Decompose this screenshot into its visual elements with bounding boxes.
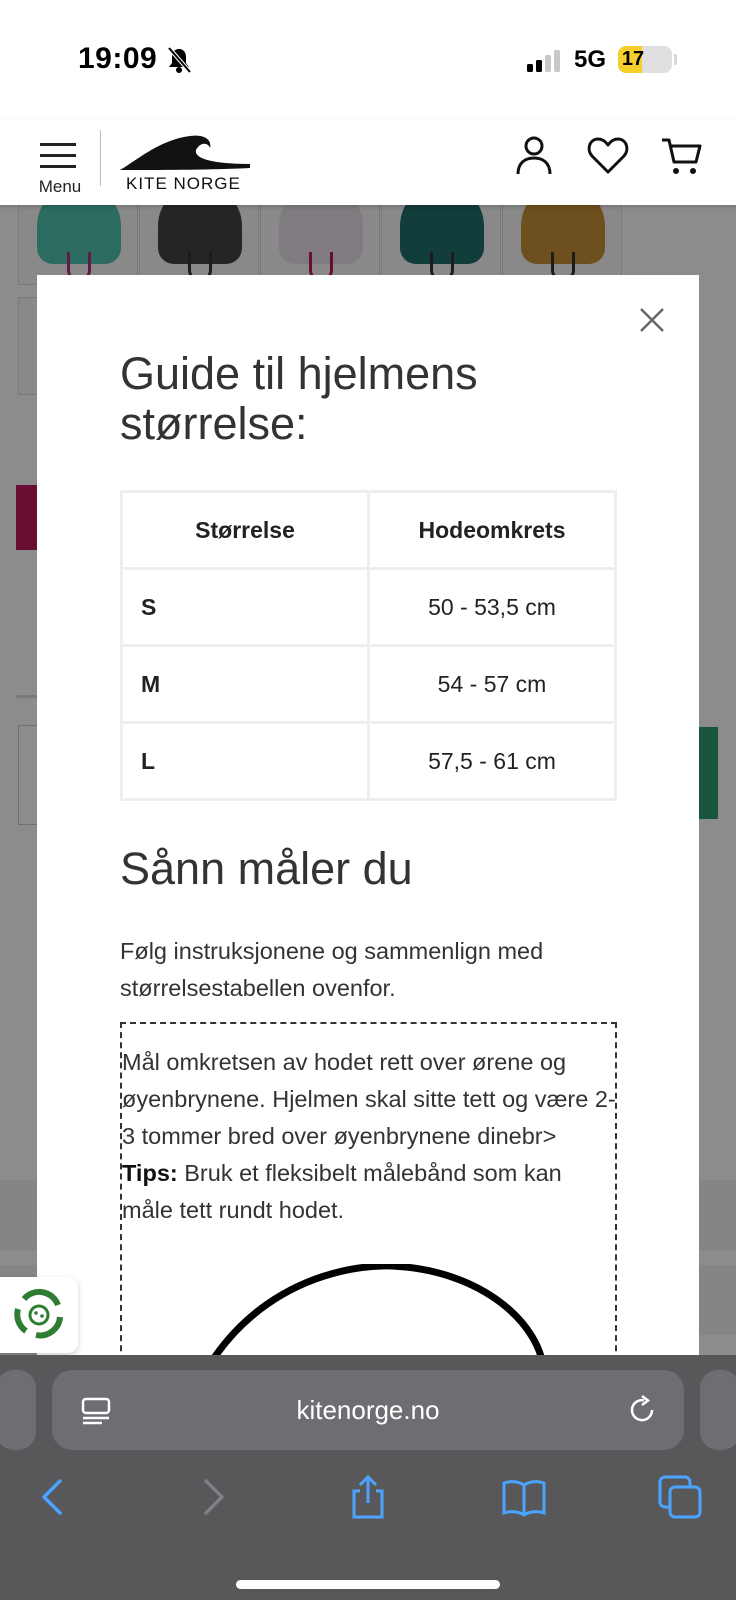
table-row [122, 646, 616, 723]
menu-button[interactable] [34, 130, 86, 196]
circumference-cell: 57,5 - 61 cm [369, 723, 616, 800]
address-bar[interactable] [52, 1370, 684, 1450]
reload-icon[interactable] [626, 1394, 658, 1426]
size-cell: L [122, 723, 369, 800]
battery-icon [618, 46, 672, 73]
next-tab-preview[interactable] [700, 1370, 736, 1450]
browser-toolbar [0, 1355, 736, 1600]
size-cell: S [122, 569, 369, 646]
recycle-icon [0, 1277, 78, 1353]
column-header-circumference: Hodeomkrets [369, 492, 616, 569]
intro-text: Følg instruksjonene og sammenlign med størrelsestabellen ovenfor. [120, 938, 544, 1001]
bookmarks-icon[interactable] [502, 1475, 546, 1519]
user-icon[interactable] [512, 134, 556, 178]
header-divider [100, 130, 101, 186]
instruction-box [120, 1022, 617, 1355]
column-header-size: Størrelse [122, 492, 369, 569]
tips-text: Bruk et fleksibelt målebånd som kan måle tett rundt hodet. [122, 1160, 562, 1223]
size-cell: M [122, 646, 369, 723]
head-measurement-illustration [162, 1264, 562, 1355]
cart-icon[interactable] [660, 134, 704, 178]
table-row [122, 723, 616, 800]
previous-tab-preview[interactable] [0, 1370, 36, 1450]
battery-tip [674, 54, 677, 65]
close-icon[interactable] [637, 305, 667, 335]
circumference-cell: 50 - 53,5 cm [369, 569, 616, 646]
section-heading: Sånn måler du [120, 843, 413, 894]
tips-label: Tips: [122, 1160, 178, 1186]
signal-icon [527, 50, 563, 72]
instruction-body: Mål omkretsen av hodet rett over ørene og øyenbrynene. Hjelmen skal sitte tett og være 2-3 tommer bred over øyenbrynene dinebr> [122, 1049, 616, 1149]
heart-icon[interactable] [586, 134, 630, 178]
forward-icon[interactable] [190, 1475, 234, 1519]
table-row [122, 569, 616, 646]
circumference-cell: 54 - 57 cm [369, 646, 616, 723]
url-text: kitenorge.no [296, 1395, 440, 1425]
status-bar [0, 0, 736, 120]
home-indicator[interactable] [236, 1580, 500, 1589]
site-header [0, 120, 736, 205]
share-icon[interactable] [346, 1475, 390, 1519]
logo-text: KITE NORGE [126, 174, 241, 193]
tabs-icon[interactable] [658, 1475, 702, 1519]
size-table [120, 490, 617, 801]
battery-percent: 17 [621, 48, 645, 70]
accessibility-widget-button[interactable] [0, 1277, 78, 1353]
wave-logo-icon [120, 128, 250, 174]
bell-slash-icon [166, 46, 192, 74]
modal-title: Guide til hjelmens størrelse: [120, 348, 478, 449]
kite-norge-logo[interactable] [120, 128, 250, 192]
size-guide-modal [37, 275, 699, 1355]
menu-label: Menu [38, 177, 82, 196]
hamburger-icon [40, 142, 76, 170]
instruction-text [122, 1044, 617, 1229]
table-header-row [122, 492, 616, 569]
back-icon[interactable] [32, 1475, 76, 1519]
clock: 19:09 [78, 42, 158, 75]
network-type: 5G [574, 46, 607, 73]
